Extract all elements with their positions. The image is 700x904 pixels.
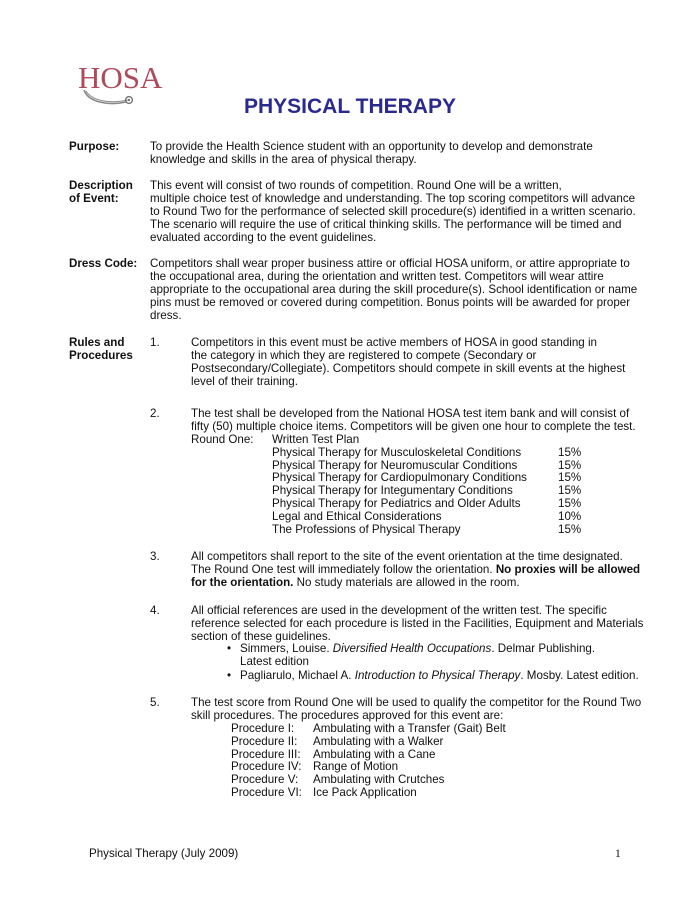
text-line: level of their training.: [191, 374, 298, 388]
text-span: No study materials are allowed in the room.: [293, 575, 520, 589]
footer-text: Physical Therapy (July 2009): [89, 847, 239, 860]
text-line: All official references are used in the development of the written test. The specific: [191, 604, 607, 617]
text-line: appropriate to the occupational area during the skill procedure(s). School identification or name: [150, 282, 638, 296]
procedure-label: Procedure I:: [231, 721, 295, 735]
plan-percent: 15%: [558, 471, 582, 485]
text-line: section of these guidelines.: [191, 629, 331, 643]
ref-publisher: . Mosby. Latest edition.: [520, 669, 639, 682]
label-line: of Event:: [69, 191, 119, 205]
text-line: The test score from Round One will be used to qualify the competitor for the Round Two: [191, 696, 642, 709]
bullet-icon: •: [227, 669, 232, 682]
plan-percent: 15%: [558, 445, 582, 459]
plan-percent: 15%: [558, 484, 582, 498]
plan-topic: The Professions of Physical Therapy: [272, 523, 461, 537]
procedure-label: Procedure II:: [231, 734, 298, 748]
text-line: the occupational area, during the orientation and written test. Competitors will wear attire: [150, 269, 604, 283]
reference-2: [240, 670, 640, 683]
text-line: [191, 577, 641, 590]
plan-topic: Physical Therapy for Integumentary Conditions: [272, 484, 513, 498]
text-line: Competitors in this event must be active members of HOSA in good standing in: [191, 336, 597, 349]
bold-text: No proxies will be allowed: [495, 562, 641, 576]
text-line: the category in which they are registered to compete (Secondary or: [191, 348, 537, 362]
text-line: [240, 670, 640, 683]
rule-item-4: [191, 604, 644, 644]
purpose-text: [150, 141, 640, 167]
purpose-label: Purpose:: [69, 140, 120, 153]
plan-topic: Legal and Ethical Considerations: [272, 510, 442, 524]
test-plan-row: [191, 524, 641, 537]
text-line: Postsecondary/Collegiate). Competitors should compete in skill events at the highest: [191, 361, 626, 375]
procedure-label: Procedure IV:: [231, 760, 302, 774]
ref-title: Diversified Health Occupations: [332, 642, 492, 655]
item-number: 3.: [150, 550, 160, 563]
text-line: multiple choice test of knowledge and understanding. The top scoring competitors will advance: [150, 191, 636, 205]
procedure-label: Procedure VI:: [231, 786, 302, 800]
text-line: skill procedures. The procedures approved for this event are:: [191, 708, 504, 722]
item-number: 5.: [150, 696, 160, 709]
hosa-logo-text: HOSA: [78, 60, 163, 95]
ref-author: Pagliarulo, Michael A.: [240, 669, 355, 682]
rule-item-3: [191, 551, 641, 590]
rules-label: [69, 337, 133, 363]
procedure-row: [191, 723, 641, 736]
description-label: [69, 180, 133, 206]
label-line: Rules and: [69, 336, 125, 349]
plan-topic: Physical Therapy for Musculoskeletal Conditions: [272, 445, 522, 459]
description-text: [150, 180, 640, 244]
plan-topic: Physical Therapy for Cardiopulmonary Conditions: [272, 471, 527, 485]
text-line: The test shall be developed from the National HOSA test item bank and will consist of: [191, 407, 630, 420]
procedure-name: Ambulating with a Transfer (Gait) Belt: [313, 721, 506, 735]
item-number: 4.: [150, 604, 160, 617]
plan-title: Written Test Plan: [272, 432, 360, 446]
procedure-name: Ambulating with a Walker: [313, 734, 444, 748]
plan-percent: 15%: [558, 497, 582, 511]
procedure-name: Ambulating with a Cane: [313, 747, 436, 761]
test-plan-header: [191, 434, 641, 447]
text-line: [240, 643, 640, 656]
procedure-row: [191, 736, 641, 749]
ref-author: Simmers, Louise.: [240, 642, 333, 655]
plan-percent: 15%: [558, 458, 582, 472]
text-line: fifty (50) multiple choice items. Competitors will be given one hour to complete the test.: [191, 419, 636, 433]
rule-item-1: [191, 337, 641, 389]
plan-topic: Physical Therapy for Neuromuscular Conditions: [272, 458, 518, 472]
ref-title: Introduction to Physical Therapy: [354, 669, 521, 682]
reference-1: [240, 643, 640, 669]
test-plan-row: [191, 447, 641, 460]
item-number: 2.: [150, 407, 160, 420]
plan-topic: Physical Therapy for Pediatrics and Older Adults: [272, 497, 521, 511]
dress-code-text: [150, 258, 640, 322]
bold-text: for the orientation.: [191, 575, 294, 589]
ref-publisher: . Delmar Publishing.: [491, 642, 596, 655]
text-line: Competitors shall wear proper business attire or official HOSA uniform, or attire appropriate to: [150, 257, 630, 270]
text-line: evaluated according to the event guidelines.: [150, 230, 377, 244]
text-line: dress.: [150, 308, 182, 322]
procedure-name: Range of Motion: [313, 760, 399, 774]
procedure-name: Ice Pack Application: [313, 786, 417, 800]
procedure-label: Procedure III:: [231, 747, 301, 761]
label-line: Procedures: [69, 348, 133, 362]
text-line: reference selected for each procedure is listed in the Facilities, Equipment and Materials: [191, 616, 644, 630]
procedure-name: Ambulating with Crutches: [313, 773, 445, 787]
plan-percent: 10%: [558, 510, 582, 524]
text-line: All competitors shall report to the site of the event orientation at the time designated.: [191, 550, 623, 563]
text-line: This event will consist of two rounds of competition. Round One will be a written,: [150, 179, 562, 192]
text-line: Latest edition: [240, 654, 309, 668]
label-line: Description: [69, 179, 133, 192]
rule-item-5: [191, 697, 641, 800]
text-line: To provide the Health Science student with an opportunity to develop and demonstrate: [150, 140, 593, 153]
rule-item-2: [191, 408, 641, 537]
text-line: knowledge and skills in the area of physical therapy.: [150, 152, 417, 166]
plan-percent: 15%: [558, 523, 582, 537]
dress-code-label: Dress Code:: [69, 257, 138, 270]
bullet-icon: •: [227, 642, 232, 655]
page-number: 1: [615, 847, 621, 860]
procedure-row: [191, 787, 641, 800]
text-line: pins must be removed or covered during competition. Bonus points will be awarded for proper: [150, 295, 631, 309]
item-number: 1.: [150, 336, 160, 349]
text-line: to Round Two for the performance of selected skill procedure(s) identified in a written scenario.: [150, 204, 636, 218]
text-span: The Round One test will immediately follow the orientation.: [191, 562, 496, 576]
procedure-label: Procedure V:: [231, 773, 299, 787]
round-label: Round One:: [191, 432, 254, 446]
text-line: The scenario will require the use of critical thinking skills. The performance will be timed and: [150, 217, 622, 231]
page-title: PHYSICAL THERAPY: [244, 95, 456, 118]
